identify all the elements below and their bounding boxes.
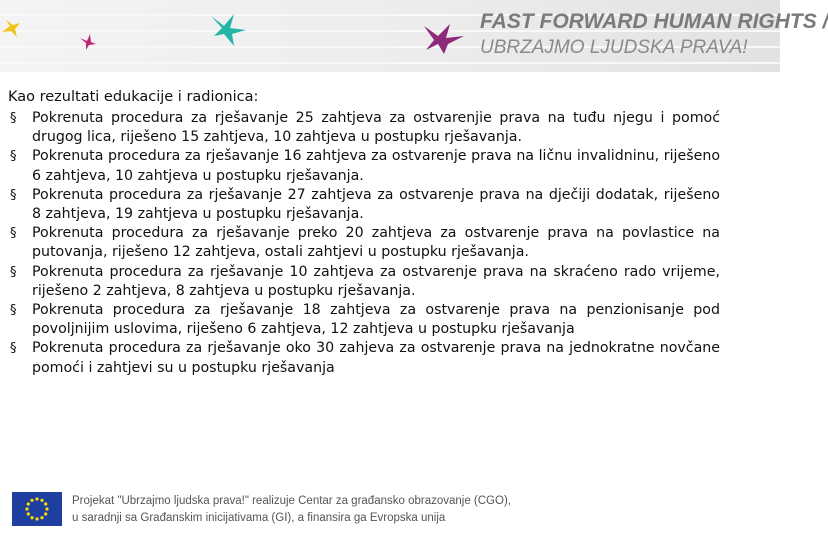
bullet-icon: § bbox=[10, 149, 17, 165]
banner-subtitle: UBRZAJMO LJUDSKA PRAVA! bbox=[480, 37, 748, 58]
bullet-icon: § bbox=[10, 187, 17, 203]
header-banner bbox=[0, 0, 828, 72]
eu-stars-icon bbox=[12, 492, 62, 526]
pink-bird-icon bbox=[78, 32, 98, 52]
list-item-text: Pokrenuta procedura za rješavanje 25 zahtjeva za ostvarenjie prava na tuđu njegu i pomoć drugog lica, riješeno 15 zahtjeva, 10 zahtjeva u postupku rješavanja. bbox=[32, 110, 720, 146]
list-item-text: Pokrenuta procedura za rješavanje 18 zahtjeva za ostvarenje prava na penzionisanje pod povoljnijim uslovima, riješeno 6 zahtjeva, 12 zahtjeva u postupku rješavanja bbox=[32, 302, 720, 338]
list-item bbox=[8, 339, 720, 377]
section-heading: Kao rezultati edukacije i radionica: bbox=[8, 89, 259, 105]
list-item bbox=[8, 109, 720, 147]
list-item-text: Pokrenuta procedura za rješavanje oko 30 zahjeva za ostvarenje prava na jednokratne novčane pomoći i zahtjevi su u postupku rješavanja bbox=[32, 340, 720, 376]
list-item-text: Pokrenuta procedura za rješavanje 16 zahtjeva za ostvarenje prava na ličnu invalidninu, riješeno 6 zahtjeva, 10 zahtjeva u postupku rješavanja. bbox=[32, 148, 720, 184]
footer-text bbox=[72, 493, 511, 527]
bullet-icon: § bbox=[10, 264, 17, 280]
footer-line-1: Projekat "Ubrzajmo ljudska prava!" realizuje Centar za građansko obrazovanje (CGO), bbox=[72, 495, 511, 507]
bullet-icon: § bbox=[10, 226, 17, 242]
list-item-text: Pokrenuta procedura za rješavanje preko 20 zahtjeva za ostvarenje prava na povlastice na putovanja, riješeno 12 zahtjeva, ostali zahtjevi u postupku rješavanja. bbox=[32, 225, 720, 261]
list-item bbox=[8, 263, 720, 301]
yellow-bird-icon bbox=[0, 18, 22, 40]
main-content bbox=[8, 88, 720, 378]
list-item-text: Pokrenuta procedura za rješavanje 27 zahtjeva za ostvarenje prava na dječiji dodatak, riješeno 8 zahtjeva, 19 zahtjeva u postupku rješavanja. bbox=[32, 186, 720, 223]
list-item bbox=[8, 147, 720, 185]
banner-title: FAST FORWARD HUMAN RIGHTS / bbox=[480, 10, 828, 33]
results-list bbox=[8, 109, 720, 378]
list-item bbox=[8, 301, 720, 339]
bullet-icon: § bbox=[10, 303, 17, 319]
eu-flag-icon bbox=[12, 492, 62, 526]
bullet-icon: § bbox=[10, 111, 17, 126]
banner-stripe bbox=[0, 62, 780, 64]
teal-bird-icon bbox=[208, 12, 248, 48]
footer bbox=[12, 490, 772, 530]
list-item bbox=[8, 224, 720, 262]
purple-bird-icon bbox=[420, 20, 466, 56]
list-item bbox=[8, 186, 720, 224]
bullet-icon: § bbox=[10, 341, 17, 357]
footer-line-2: u saradnji sa Građanskim inicijativama (GI), a finansira ga Evropska unija bbox=[72, 512, 446, 524]
list-item-text: Pokrenuta procedura za rješavanje 10 zahtjeva za ostvarenje prava na skraćeno rado vrijeme, riješeno 2 zahtjeva, 8 zahtjeva u postupku rješavanja. bbox=[32, 263, 720, 299]
